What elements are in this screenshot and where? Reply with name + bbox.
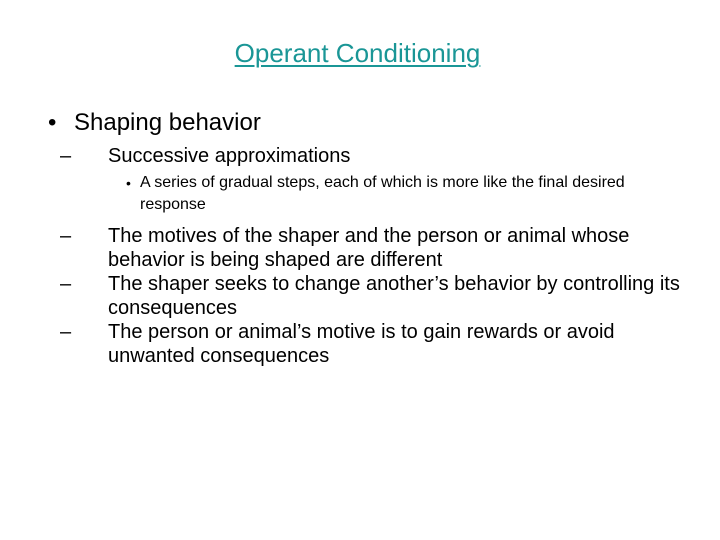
dash-icon: – [60, 225, 72, 247]
subbullet-animal-motive [60, 320, 684, 368]
dash-icon: – [60, 321, 72, 343]
dash-icon: – [60, 145, 72, 167]
slide-body [44, 108, 684, 368]
subbullet-text: The person or animal’s motive is to gain rewards or avoid unwanted consequences [108, 321, 615, 367]
bullet-text: Shaping behavior [74, 109, 261, 136]
subbullet-shaper-seeks [60, 272, 684, 320]
dash-icon: – [60, 273, 72, 295]
subbullet-text: The shaper seeks to change another’s behavior by controlling its consequences [108, 273, 680, 319]
bullet-dot-icon: • [48, 109, 57, 136]
subbullet-text: The motives of the shaper and the person or animal whose behavior is being shaped are different [108, 225, 630, 271]
subbullet-text: Successive approximations [108, 145, 351, 167]
subsubbullet-text: A series of gradual steps, each of which is more like the final desired response [140, 174, 625, 213]
bullet-dot-icon: • [126, 175, 131, 191]
bullet-shaping-behavior [44, 108, 684, 138]
slide-title: Operant Conditioning [234, 38, 481, 68]
subbullet-successive-approximations [60, 144, 684, 168]
subsubbullet-gradual-steps [126, 172, 660, 216]
subbullet-motives-different [60, 224, 684, 272]
